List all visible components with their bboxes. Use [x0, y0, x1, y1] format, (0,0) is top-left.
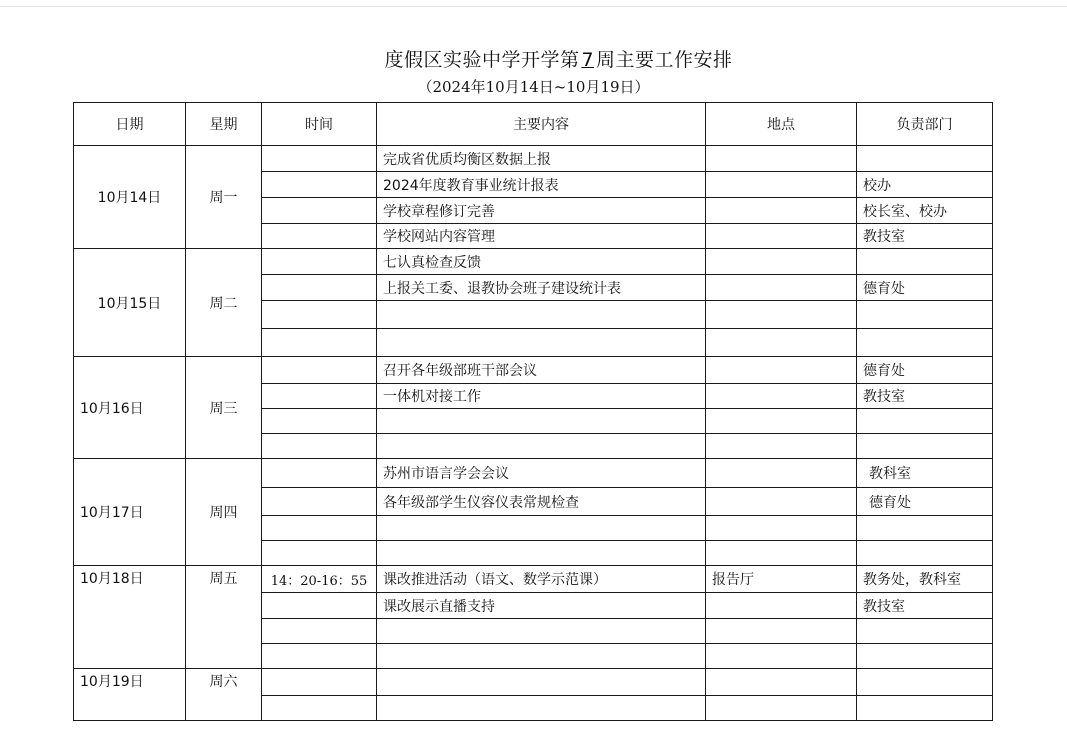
department-cell [857, 696, 993, 721]
content-cell: 上报关工委、退教协会班子建设统计表 [377, 275, 706, 301]
department-cell [857, 644, 993, 669]
location-cell [706, 644, 857, 669]
content-cell: 学校网站内容管理 [377, 224, 706, 249]
time-cell [262, 593, 377, 619]
location-cell [706, 409, 857, 434]
location-cell [706, 198, 857, 224]
time-cell [262, 434, 377, 459]
department-cell [857, 146, 993, 172]
department-cell: 教技室 [857, 384, 993, 409]
location-cell [706, 329, 857, 357]
content-cell: 完成省优质均衡区数据上报 [377, 146, 706, 172]
location-cell: 报告厅 [706, 566, 857, 593]
page-title [0, 45, 1067, 72]
content-cell [377, 409, 706, 434]
content-cell: 课改推进活动（语文、数学示范课） [377, 566, 706, 593]
content-cell: 各年级部学生仪容仪表常规检查 [377, 488, 706, 516]
content-cell [377, 696, 706, 721]
location-cell [706, 516, 857, 541]
table-row [74, 459, 993, 488]
location-cell [706, 172, 857, 198]
table-row [74, 146, 993, 172]
location-cell [706, 696, 857, 721]
date-cell: 10月18日 [74, 566, 186, 669]
header-row [74, 103, 993, 146]
time-cell [262, 224, 377, 249]
location-cell [706, 488, 857, 516]
table-row [74, 566, 993, 593]
time-cell [262, 516, 377, 541]
content-cell [377, 619, 706, 644]
time-cell [262, 459, 377, 488]
location-cell [706, 249, 857, 275]
content-cell: 七认真检查反馈 [377, 249, 706, 275]
week-number: 7 [581, 49, 595, 71]
time-cell [262, 384, 377, 409]
header-content: 主要内容 [377, 103, 706, 146]
schedule-table [73, 102, 993, 721]
department-cell [857, 329, 993, 357]
location-cell [706, 434, 857, 459]
content-cell [377, 644, 706, 669]
time-cell [262, 644, 377, 669]
date-cell: 10月14日 [74, 146, 186, 249]
content-cell: 一体机对接工作 [377, 384, 706, 409]
department-cell: 德育处 [857, 488, 993, 516]
weekday-cell: 周五 [186, 566, 262, 669]
table-row [74, 249, 993, 275]
location-cell [706, 146, 857, 172]
time-cell [262, 619, 377, 644]
table-row [74, 669, 993, 696]
time-cell [262, 172, 377, 198]
content-cell: 课改展示直播支持 [377, 593, 706, 619]
date-cell: 10月16日 [74, 357, 186, 459]
content-cell [377, 329, 706, 357]
department-cell [857, 434, 993, 459]
department-cell [857, 541, 993, 566]
weekday-cell: 周四 [186, 459, 262, 566]
location-cell [706, 593, 857, 619]
table-row [74, 357, 993, 384]
department-cell: 教技室 [857, 593, 993, 619]
weekday-cell: 周二 [186, 249, 262, 357]
time-cell [262, 329, 377, 357]
location-cell [706, 275, 857, 301]
date-range-subtitle: （2024年10月14日~10月19日） [417, 78, 650, 96]
date-cell: 10月17日 [74, 459, 186, 566]
department-cell: 德育处 [857, 357, 993, 384]
location-cell [706, 224, 857, 249]
time-cell [262, 301, 377, 329]
content-cell [377, 301, 706, 329]
department-cell: 教技室 [857, 224, 993, 249]
content-cell: 召开各年级部班干部会议 [377, 357, 706, 384]
header-date: 日期 [74, 103, 186, 146]
time-cell: 14：20-16：55 [262, 566, 377, 593]
content-cell: 苏州市语言学会会议 [377, 459, 706, 488]
department-cell [857, 619, 993, 644]
title-prefix: 度假区实验中学开学第 [384, 49, 580, 71]
location-cell [706, 357, 857, 384]
content-cell [377, 669, 706, 696]
time-cell [262, 198, 377, 224]
time-cell [262, 409, 377, 434]
department-cell: 校长室、校办 [857, 198, 993, 224]
weekday-cell: 周三 [186, 357, 262, 459]
header-weekday: 星期 [186, 103, 262, 146]
time-cell [262, 488, 377, 516]
department-cell [857, 301, 993, 329]
content-cell: 2024年度教育事业统计报表 [377, 172, 706, 198]
content-cell: 学校章程修订完善 [377, 198, 706, 224]
title-suffix: 周主要工作安排 [596, 49, 733, 71]
time-cell [262, 357, 377, 384]
department-cell [857, 409, 993, 434]
date-cell: 10月15日 [74, 249, 186, 357]
department-cell [857, 249, 993, 275]
weekday-cell: 周一 [186, 146, 262, 249]
time-cell [262, 669, 377, 696]
content-cell [377, 434, 706, 459]
weekday-cell: 周六 [186, 669, 262, 721]
department-cell [857, 516, 993, 541]
time-cell [262, 275, 377, 301]
header-location: 地点 [706, 103, 857, 146]
date-cell: 10月19日 [74, 669, 186, 721]
time-cell [262, 541, 377, 566]
department-cell: 校办 [857, 172, 993, 198]
time-cell [262, 249, 377, 275]
header-department: 负责部门 [857, 103, 993, 146]
top-divider [0, 6, 1067, 7]
time-cell [262, 696, 377, 721]
header-time: 时间 [262, 103, 377, 146]
time-cell [262, 146, 377, 172]
content-cell [377, 541, 706, 566]
department-cell: 德育处 [857, 275, 993, 301]
location-cell [706, 541, 857, 566]
content-cell [377, 516, 706, 541]
department-cell [857, 669, 993, 696]
location-cell [706, 669, 857, 696]
location-cell [706, 459, 857, 488]
location-cell [706, 384, 857, 409]
location-cell [706, 301, 857, 329]
department-cell: 教科室 [857, 459, 993, 488]
department-cell: 教务处，教科室 [857, 566, 993, 593]
location-cell [706, 619, 857, 644]
